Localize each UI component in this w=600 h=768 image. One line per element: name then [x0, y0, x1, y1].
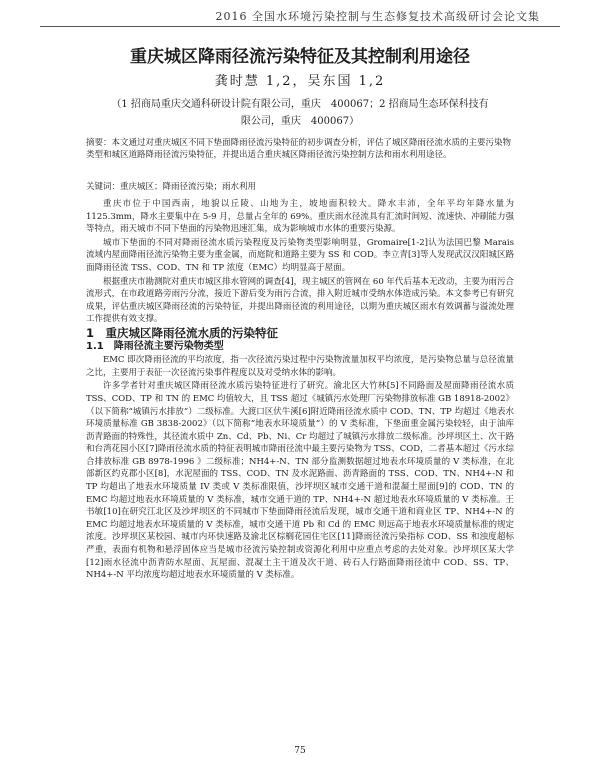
running-header: 2016 全国水环境污染控制与生态修复技术高级研讨会论文集: [215, 10, 540, 23]
subsection-heading: 1.1 降雨径流主要污染物类型: [86, 340, 224, 352]
header-rule: [40, 26, 560, 27]
paragraph: 重庆市位于中国西南，地貌以丘陵、山地为主，坡地面积较大。降水丰沛，全年平均年降水量为 1125.3mm，降水主要集中在 5-9 月，总量占全年的 69%。重庆雨水径流具有汇流时间短、流速快、冲刷能力强等特点，雨天城市不同下垫面的污染物迅速汇集，成为影响城市水体的重要污染源。: [86, 199, 514, 235]
body-text: [86, 198, 514, 583]
paper-title: 重庆城区降雨径流污染特征及其控制利用途径: [130, 47, 470, 67]
keywords: 关键词：重庆城区；降雨径流污染；雨水利用: [86, 182, 257, 192]
paragraph: EMC 即次降雨径流的平均浓度，指一次径流污染过程中污染物流量加权平均浓度，是污染物总量与总径流量之比，主要用于表征一次径流污染事件程度以及对受纳水体的影响。: [86, 355, 514, 378]
paragraph: 根据重庆市勘测院对重庆市城区排水管网的调查[4]，现主城区的管网在 60 年代后基本无改动，主要为雨污合流形式，在市政道路旁雨污分流，接近下游后变为雨污合流，排入附近城市受纳水体造成污染。本文参考已有研究成果，评估重庆城区降雨径流的污染特征，并提出降雨径流的利用途径，以期为重庆城区雨水有效调蓄与溢流处理工作提供有效支撑。: [86, 276, 514, 325]
authors: 龚时慧 1,2，吴东国 1,2: [214, 74, 386, 89]
affiliation: （1 招商局重庆交通科研设计院有限公司，重庆 400067；2 招商局生态环保科技有限公司，重庆 400067）: [111, 99, 489, 127]
paragraph: 城市下垫面的不同对降雨径流水质污染程度及污染物类型影响明显，Gromaire[1-2]认为法国巴黎 Marais 流域内屋面降雨径流污染物主要为重金属，而庭院和道路主要为 SS 和 COD。李立青[3]等人发现武汉汉阳城区路面降雨径流 TSS、COD、TN 和 TP 浓度（EMC）均明显高于屋面。: [86, 237, 514, 273]
section-heading: 1 重庆城区降雨径流水质的污染特征: [86, 325, 278, 340]
page-number: 75: [294, 746, 306, 756]
abstract: 摘要：本文通过对重庆城区不同下垫面降雨径流污染特征的初步调查分析，评估了城区降雨径流水质的主要污染物类型和城区道路降雨径流污染特征，并提出适合重庆城区降雨径流污染控制方法和雨水利用途径。: [86, 138, 512, 160]
paragraph: 许多学者针对重庆城区降雨径流水质污染特征进行了研究。渝北区大竹林[5]不同路面及屋面降雨径流水质 TSS、COD、TP 和 TN 的 EMC 均值较大，且 TSS 超过《城镇污水处理厂污染物排放标准 GB 18918-2002》（以下简称“城镇污水排放”）二级标准。大渡口区伏牛溪[6]附近降雨径流水质中 COD、TN、TP 均超过《地表水环境质量标准 GB 3838-2002》（以下简称“地表水环境质量”）的 V 类标准，下垫面重金属污染较轻，由于油库沥青路面的特殊性，其径流水质中 Zn、Cd、Pb、Ni、Cr 均超过了城镇污水排放二级标准。沙坪坝区土、次干路和台湾花园小区[7]降雨径流水质的特征表明城市降雨径流中最主要污染物为 TSS、COD，二者基本超过《污水综合排放标准 GB 8978-1996 》二级标准；NH4+-N、TN 部分监测数据超过地表水环境质量的 V 类标准，在北部新区约克郡小区[8]，水泥屋面的 TSS、COD、TN 及水泥路面、沥青路面的 TSS、COD、TN、NH4+-N 和 TP 均超出了地表水环境质量 IV 类或 V 类标准限值，沙坪坝区城市交通干道和混凝土屋面[9]的 COD、TN 的 EMC 均超过地表水环境质量的 V 类标准，城市交通干道的 TP、NH4+-N 超过地表水环境质量的 V 类标准。王书敏[10]在研究江北区及沙坪坝区的不同城市下垫面降雨径流后发现，城市交通干道和商业区 TP、NH4+-N 的 EMC 均超过地表水环境质量的 V 类标准，城市交通干道 Pb 和 Cd 的 EMC 则远高于地表水环境质量标准的规定浓度。沙坪坝区某校园、城市内环快速路及渝北区棕榈花园住宅区[11]降雨径流污染指标 COD、SS 和浊度超标严重，表面有机物和悬浮固体应当是城市径流污染控制或资源化利用中应重点考虑的去处对象。沙坪坝区某大学[12]雨水径流中沥青防水屋面、瓦屋面、混凝土主干道及次干道、砖石人行路面降雨径流中 COD、SS、TP、NH4+-N 平均浓度均超过地表水环境质量的 V 类标准。: [86, 381, 514, 581]
